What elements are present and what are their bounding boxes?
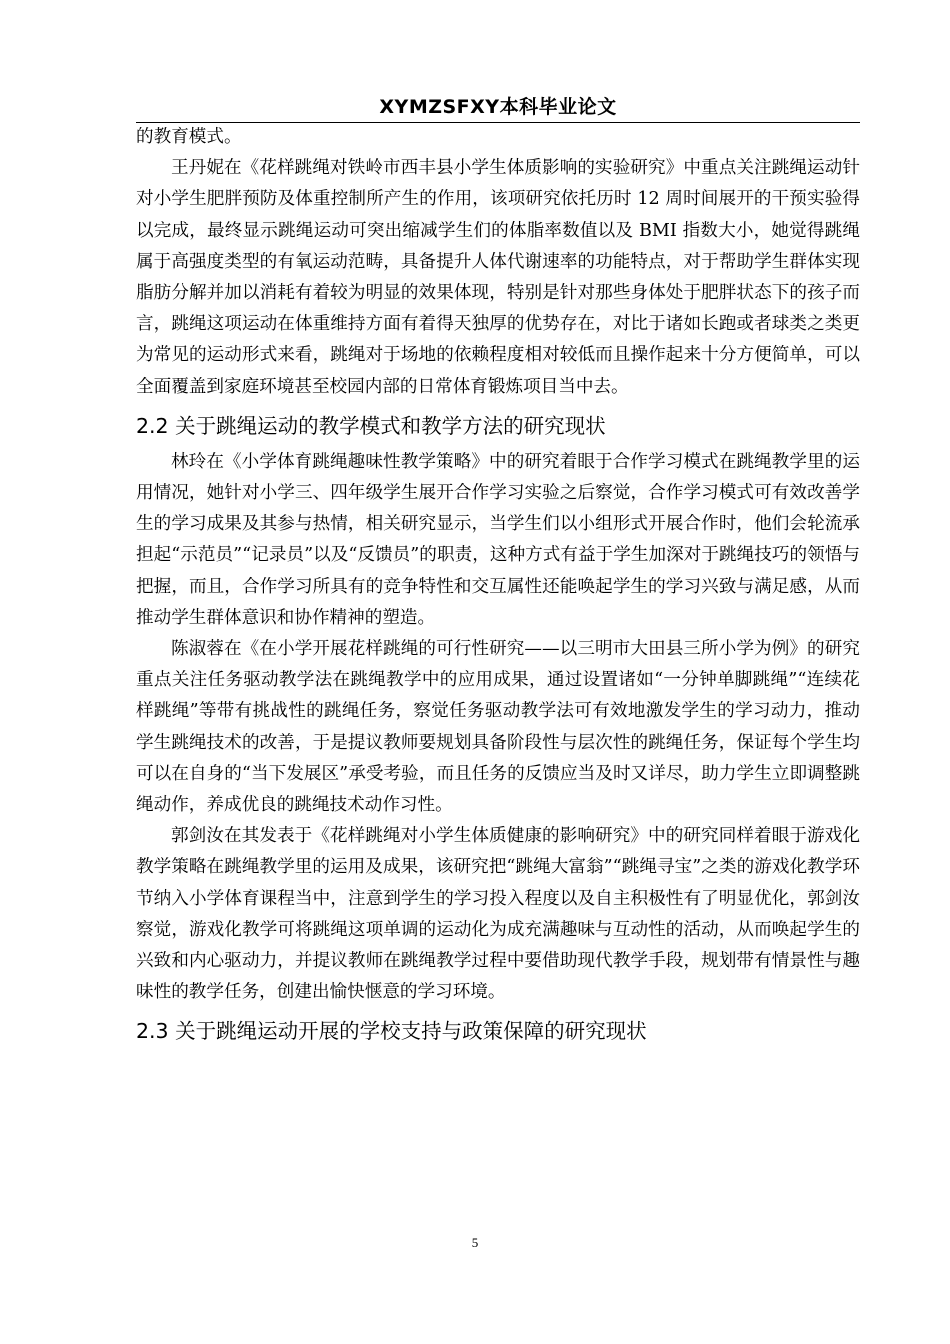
page-header (136, 92, 860, 123)
section-heading-2-2: 2.2 关于跳绳运动的教学模式和教学方法的研究现状 (136, 413, 606, 438)
paragraph-continuation: 的教育模式。 (136, 127, 242, 147)
page-number: 5 (471, 1235, 479, 1250)
section-heading-2-3: 2.3 关于跳绳运动开展的学校支持与政策保障的研究现状 (136, 1019, 647, 1044)
paragraph-wang-danni: 王丹妮在《花样跳绳对铁岭市西丰县小学生体质影响的实验研究》中重点关注跳绳运动针对小学生肥胖预防及体重控制所产生的作用，该项研究依托历时 12 周时间展开的干预实验得以完成，最终显示跳绳运动可突出缩减学生们的体脂率数值以及 BMI 指数大小，她觉得跳绳属于高强度类型的有氧运动范畴，具备提升人体代谢速率的功能特点，对于帮助学生群体实现脂肪分解并加以消耗有着较为明显的效果体现，特别是针对那些身体处于肥胖状态下的孩子而言，跳绳这项运动在体重维持方面有着得天独厚的优势存在，对比于诸如长跑或者球类之类更为常见的运动形式来看，跳绳对于场地的依赖程度相对较低而且操作起来十分方便简单，可以全面覆盖到家庭环境甚至校园内部的日常体育锻炼项目当中去。 (136, 158, 860, 397)
document-body (136, 122, 860, 1052)
paragraph-lin-ling: 林玲在《小学体育跳绳趣味性教学策略》中的研究着眼于合作学习模式在跳绳教学里的运用情况，她针对小学三、四年级学生展开合作学习实验之后察觉，合作学习模式可有效改善学生的学习成果及其参与热情，相关研究显示，当学生们以小组形式开展合作时，他们会轮流承担起“示范员”“记录员”以及“反馈员”的职责，这种方式有益于学生加深对于跳绳技巧的领悟与把握，而且，合作学习所具有的竞争特性和交互属性还能唤起学生的学习兴致与满足感，从而推动学生群体意识和协作精神的塑造。 (136, 451, 860, 628)
paragraph-guo-jianru: 郭剑汝在其发表于《花样跳绳对小学生体质健康的影响研究》中的研究同样着眼于游戏化教学策略在跳绳教学里的运用及成果，该研究把“跳绳大富翁”“跳绳寻宝”之类的游戏化教学环节纳入小学体育课程当中，注意到学生的学习投入程度以及自主积极性有了明显优化，郭剑汝察觉，游戏化教学可将跳绳这项单调的运动化为成充满趣味与互动性的活动，从而唤起学生的兴致和内心驱动力，并提议教师在跳绳教学过程中要借助现代教学手段，规划带有情景性与趣味性的教学任务，创建出愉快惬意的学习环境。 (136, 826, 860, 1003)
paragraph-chen-shurong: 陈淑蓉在《在小学开展花样跳绳的可行性研究——以三明市大田县三所小学为例》的研究重点关注任务驱动教学法在跳绳教学中的应用成果，通过设置诸如“一分钟单脚跳绳”“连续花样跳绳”等带有挑战性的跳绳任务，察觉任务驱动教学法可有效地激发学生的学习动力，推动学生跳绳技术的改善，于是提议教师要规划具备阶段性与层次性的跳绳任务，保证每个学生均可以在自身的“当下发展区”承受考验，而且任务的反馈应当及时又详尽，助力学生立即调整跳绳动作，养成优良的跳绳技术动作习性。 (136, 639, 860, 816)
header-title: XYMZSFXY本科毕业论文 (379, 96, 617, 118)
